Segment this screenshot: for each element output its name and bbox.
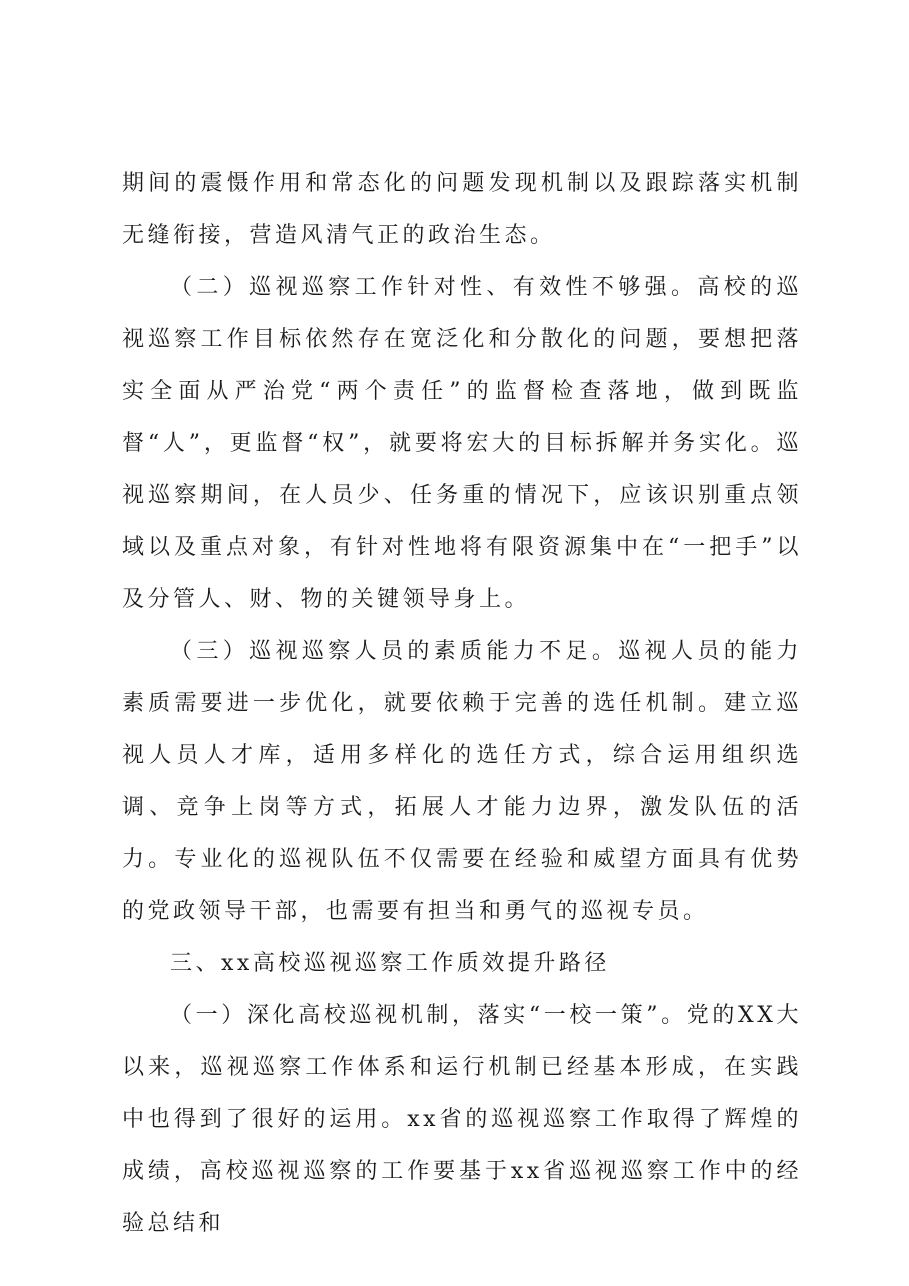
section-heading-3: 三、xx高校巡视巡察工作质效提升路径 [170,951,610,976]
paragraph-continuation: 期间的震慑作用和常态化的问题发现机制以及跟踪落实机制无缝衔接，营造风清气正的政治生态。 [122,171,802,248]
paragraph-section-2-3: （三）巡视巡察人员的素质能力不足。巡视人员的能力素质需要进一步优化，就要依赖于完善的选任机制。建立巡视人员人才库，适用多样化的选任方式，综合运用组织选调、竞争上岗等方式，拓展人才能力边界，激发队伍的活力。专业化的巡视队伍不仅需要在经验和威望方面具有优势的党政领导干部，也需要有担当和勇气的巡视专员。 [122,639,802,924]
paragraph-section-3-1: （一）深化高校巡视机制，落实“一校一策”。党的XX大以来，巡视巡察工作体系和运行机制已经基本形成，在实践中也得到了很好的运用。xx省的巡视巡察工作取得了辉煌的成绩，高校巡视巡察的工作要基于xx省巡视巡察工作中的经验总结和 [122,1003,802,1236]
document-body [122,158,802,1250]
paragraph-section-2-2: （二）巡视巡察工作针对性、有效性不够强。高校的巡视巡察工作目标依然存在宽泛化和分散化的问题，要想把落实全面从严治党“两个责任”的监督检查落地，做到既监督“人”，更监督“权”，就要将宏大的目标拆解并务实化。巡视巡察期间，在人员少、任务重的情况下，应该识别重点领域以及重点对象，有针对性地将有限资源集中在“一把手”以及分管人、财、物的关键领导身上。 [122,275,802,612]
